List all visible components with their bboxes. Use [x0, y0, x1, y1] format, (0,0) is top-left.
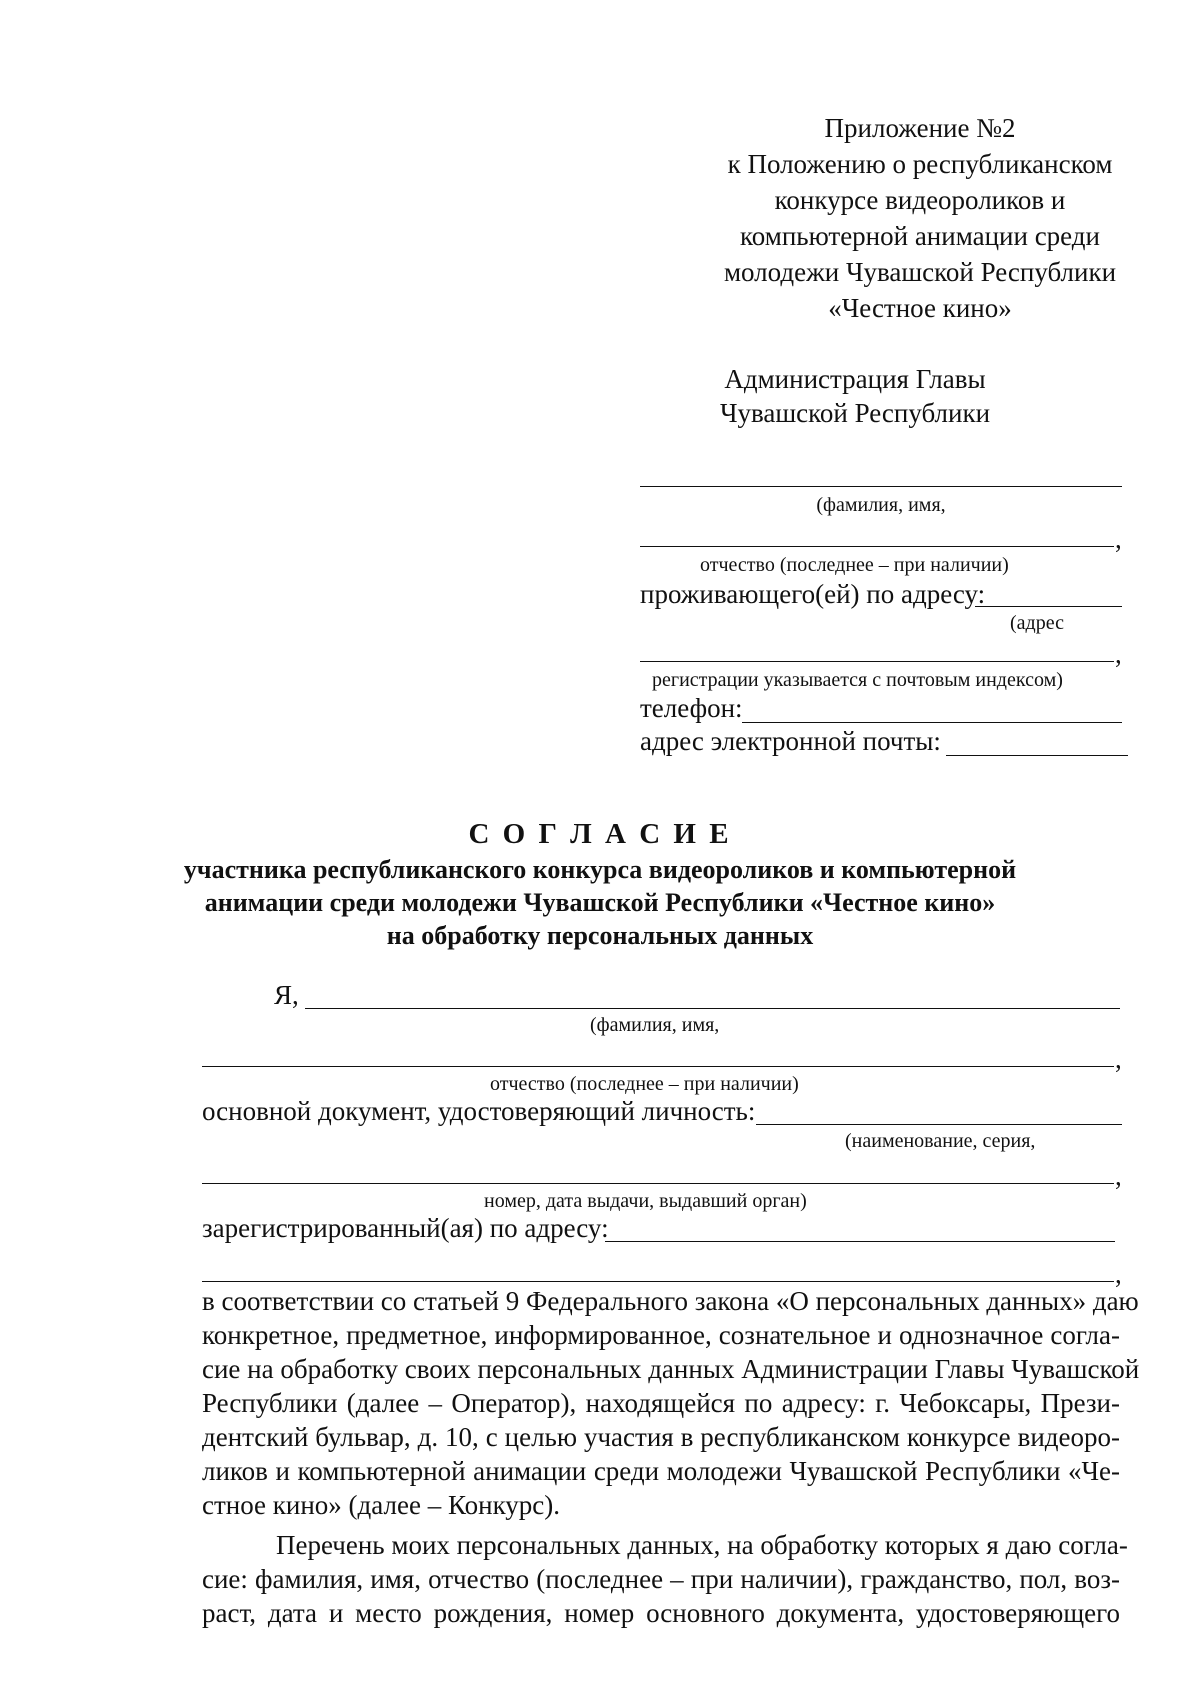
appendix-line: молодежи Чувашской Республики [723, 257, 1117, 287]
applicant-address-caption-2: регистрации указывается с почтовым индексом) [652, 669, 1063, 691]
applicant-name-caption: (фамилия, имя, [816, 494, 946, 516]
i-label: Я, [274, 980, 299, 1010]
comma: , [1115, 639, 1122, 669]
consent-paragraph-1 [202, 1284, 1140, 1522]
consent-paragraph-2 [202, 1528, 1128, 1630]
applicant-address-line-2[interactable] [640, 661, 1114, 662]
applicant-address-line[interactable] [975, 606, 1122, 607]
doc-details-line[interactable] [202, 1183, 1114, 1184]
form-patronymic-line[interactable] [202, 1066, 1114, 1067]
document-title: С О Г Л А С И Е [468, 818, 732, 850]
doc-line[interactable] [756, 1124, 1122, 1125]
paragraph-line: конкретное, предметное, информированное, сознательное и однозначное согла- [202, 1320, 1120, 1350]
paragraph-line: сие: фамилия, имя, отчество (последнее – при наличии), гражданство, пол, воз- [202, 1564, 1120, 1594]
applicant-email-label: адрес электронной почты: [640, 726, 941, 756]
appendix-line: Приложение №2 [824, 113, 1016, 143]
addressee-line-2: Чувашской Республики [719, 398, 991, 428]
paragraph-line: раст, дата и место рождения, номер основного документа, удостоверяющего [202, 1598, 1120, 1628]
reg-label: зарегистрированный(ая) по адресу: [202, 1213, 609, 1243]
paragraph-line: ликов и компьютерной анимации среди молодежи Чувашской Республики «Че- [202, 1456, 1120, 1486]
form-patronymic-caption: отчество (последнее – при наличии) [490, 1073, 799, 1095]
paragraph-line: Перечень моих персональных данных, на обработку которых я даю согла- [276, 1530, 1128, 1560]
appendix-line: «Честное кино» [828, 293, 1012, 323]
applicant-phone-line[interactable] [742, 722, 1122, 723]
applicant-email-line[interactable] [946, 755, 1128, 756]
paragraph-line: дентский бульвар, д. 10, с целью участия в республиканском конкурсе видеоро- [202, 1422, 1120, 1452]
document-subtitle-3: на обработку персональных данных [386, 921, 814, 950]
addressee-block [690, 362, 1020, 430]
appendix-line: к Положению о республиканском [727, 149, 1113, 179]
applicant-phone-label: телефон: [640, 693, 743, 723]
reg-address-line-2[interactable] [202, 1281, 1114, 1282]
applicant-address-caption: (адрес [1010, 612, 1064, 634]
appendix-line: компьютерной анимации среди [740, 221, 1100, 251]
appendix-line: конкурсе видеороликов и [774, 185, 1066, 215]
comma: , [1115, 1044, 1122, 1074]
paragraph-line: стное кино» (далее – Конкурс). [202, 1490, 561, 1520]
comma: , [1115, 524, 1122, 554]
paragraph-line: в соответствии со статьей 9 Федерального закона «О персональных данных» даю [202, 1286, 1139, 1316]
applicant-address-label: проживающего(ей) по адресу: [640, 579, 986, 609]
doc-details-caption: номер, дата выдачи, выдавший орган) [484, 1190, 807, 1212]
comma: , [1115, 1161, 1122, 1191]
reg-address-line[interactable] [605, 1241, 1115, 1242]
applicant-patronymic-line[interactable] [640, 546, 1114, 547]
paragraph-line: сие на обработку своих персональных данных Администрации Главы Чувашской [202, 1354, 1140, 1384]
form-name-caption: (фамилия, имя, [590, 1014, 720, 1036]
applicant-name-line[interactable] [640, 486, 1122, 487]
document-subtitle-2: анимации среди молодежи Чувашской Республики «Честное кино» [204, 888, 996, 917]
doc-caption: (наименование, серия, [845, 1130, 1036, 1152]
paragraph-line: Республики (далее – Оператор), находящейся по адресу: г. Чебоксары, Прези- [202, 1388, 1120, 1418]
form-name-line[interactable] [305, 1008, 1120, 1009]
addressee-line-1: Администрация Главы [724, 364, 986, 394]
comma: , [1115, 1259, 1122, 1289]
applicant-patronymic-caption: отчество (последнее – при наличии) [700, 554, 1009, 576]
appendix-block [680, 110, 1160, 326]
doc-label: основной документ, удостоверяющий личность: [202, 1096, 756, 1126]
document-subtitle-1: участника республиканского конкурса видеороликов и компьютерной [183, 855, 1017, 884]
